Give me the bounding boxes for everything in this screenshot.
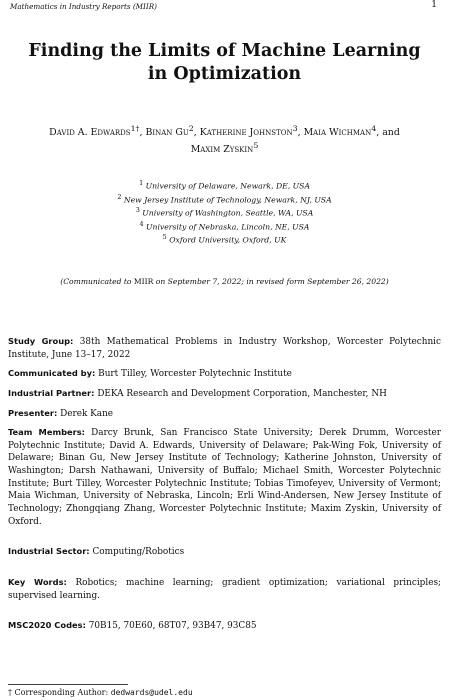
affiliation-list [60, 179, 389, 247]
msc-codes-value: 70B15, 70E60, 68T07, 93B47, 93C85 [88, 621, 257, 632]
communication-note [12, 277, 437, 286]
corresponding-email[interactable]: dedwards@udel.edu [110, 688, 193, 697]
affiliation-text: University of Nebraska, Lincoln, NE, USA [146, 222, 310, 232]
key-words [8, 577, 441, 602]
affiliation-number: 3 [135, 206, 140, 214]
affiliation [60, 220, 389, 234]
industrial-partner-value: DEKA Research and Development Corporation, Manchester, NH [97, 388, 387, 399]
affiliation [60, 206, 389, 220]
industrial-partner-label: Industrial Partner: [8, 387, 95, 398]
msc-codes [8, 620, 441, 633]
team-members-value: Darcy Brunk, San Francisco State University; Derek Drumm, Worcester Polytechnic Institute; David A. Edwards, University of Delaware; Pak-Wing Fok, University of Delaware; Binan Gu, New Jersey Institute of Technology; Katherine Johnston, University of Washington; Darsh Nathawani, University of Buffalo; Michael Smith, Worcester Polytechnic Institute; Burt Tilley, Worcester Polytechnic Institute; Tobias Timofeyev, University of Vermont; Maia Wichman, University of Nebraska, Lincoln; Erli Wind-Andersen, New Jersey Institute of Technology; Zhongqiang Zhang, Worcester Polytechnic Institute; Maxim Zyskin, University of Oxford. [8, 428, 441, 527]
communicated-by-value: Burt Tilley, Worcester Polytechnic Institute [98, 369, 292, 380]
affiliation [60, 193, 389, 207]
key-words-value: Robotics; machine learning; gradient optimization; variational principles; supervised learning. [8, 577, 441, 601]
author-connector: and [382, 127, 400, 139]
communication-suffix: on September 7, 2022; in revised form September 26, 2022) [153, 277, 389, 286]
author-mark: 1† [130, 124, 140, 133]
affiliation [60, 179, 389, 193]
author-name: Maia Wichman [303, 127, 372, 139]
author-mark: 2 [188, 124, 194, 133]
author-name: Maxim Zyskin [190, 144, 254, 156]
paper-title: Finding the Limits of Machine Learning in Optimization [28, 41, 421, 85]
author-mark: 4 [371, 124, 377, 133]
author-name: Katherine Johnston [199, 127, 293, 139]
journal-name: Mathematics in Industry Reports (MIIR) [10, 2, 157, 11]
communication-prefix: (Communicated to [60, 277, 134, 286]
footnote [8, 688, 193, 697]
team-members-label: Team Members: [8, 427, 86, 438]
affiliation-number: 5 [162, 233, 167, 241]
page-number: 1 [431, 0, 437, 10]
author-name: Binan Gu [145, 127, 189, 139]
footnote-mark: † [8, 688, 12, 697]
author-list: David A. Edwards$^{1\dagger}$, Binan Gu$^2$, Katherine Johnston$^3$, Maia Wichman$^4$, and Maxim Zyskin$^5$ [49, 124, 400, 156]
footnote-label: Corresponding Author: [14, 688, 109, 697]
presenter-value: Derek Kane [60, 408, 114, 419]
affiliation-text: Oxford University, Oxford, UK [169, 235, 287, 245]
industrial-sector-value: Computing/Robotics [92, 547, 185, 558]
communicated-by [8, 368, 441, 381]
author-mark: 5 [253, 141, 259, 151]
affiliation-text: University of Washington, Seattle, WA, USA [142, 208, 314, 218]
msc-codes-label: MSC2020 Codes: [8, 620, 86, 631]
study-group [8, 336, 441, 361]
affiliation-number: 4 [139, 219, 144, 228]
affiliation-number: 1 [139, 179, 144, 187]
communication-journal: MIIR [133, 277, 154, 286]
presenter-label: Presenter: [8, 407, 58, 418]
industrial-sector [8, 546, 441, 559]
front-matter [8, 336, 441, 640]
affiliation-text: New Jersey Institute of Technology, Newark, NJ, USA [123, 195, 332, 205]
affiliation [60, 233, 389, 247]
affiliation-number: 2 [117, 192, 122, 201]
author-mark: 3 [292, 124, 298, 133]
study-group-value: 38th Mathematical Problems in Industry Workshop, Worcester Polytechnic Institute, June 13–17, 2022 [8, 337, 441, 360]
author-name: David A. Edwards [49, 127, 131, 139]
study-group-label: Study Group: [8, 336, 74, 346]
communicated-by-label: Communicated by: [8, 368, 96, 379]
key-words-label: Key Words: [8, 576, 67, 587]
industrial-partner [8, 388, 441, 401]
team-members [8, 427, 441, 528]
industrial-sector-label: Industrial Sector: [8, 546, 90, 557]
footnote-rule [8, 684, 128, 685]
affiliation-text: University of Delaware, Newark, DE, USA [145, 181, 310, 191]
presenter [8, 408, 441, 421]
running-header [0, 0, 449, 16]
